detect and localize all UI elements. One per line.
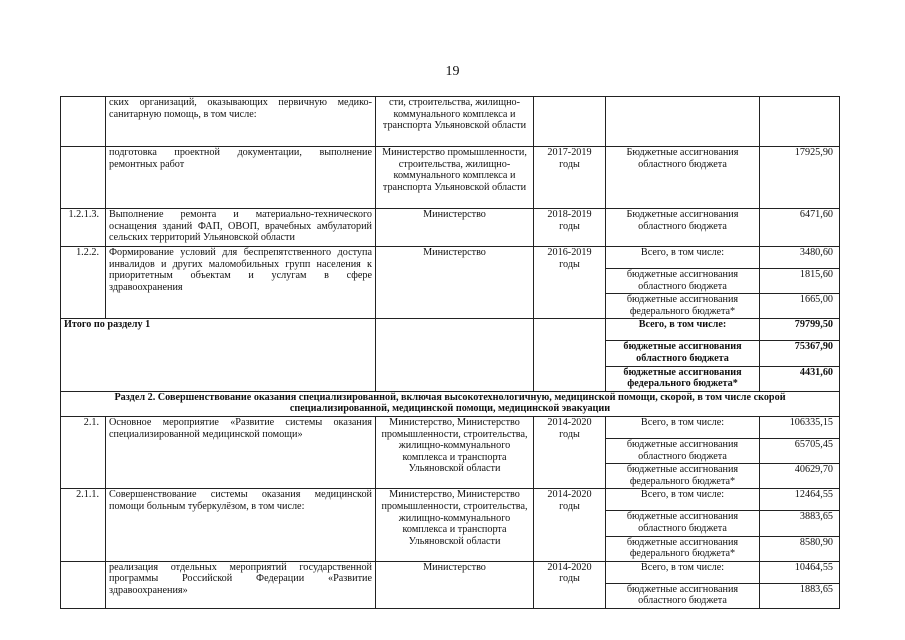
section-heading: Раздел 2. Совершенствование оказания специализированной, включая высокотехнологичную, медицинской помощи, скорой, в том числе скорой специализированной, медицинской помощи, медицинской эвакуации	[61, 391, 840, 416]
table-row	[61, 97, 840, 147]
page-number: 19	[445, 64, 460, 79]
amount: 1883,65	[760, 583, 840, 608]
activity-name: Основное мероприятие «Развитие системы оказания специализированной медицинской помощи»	[106, 416, 376, 488]
funding-source: бюджетные ассигнования областного бюджета	[606, 511, 760, 536]
amount: 3480,60	[760, 247, 840, 269]
funding-source: бюджетные ассигнования федерального бюджета*	[606, 536, 760, 561]
period: 2014-2020 годы	[534, 561, 606, 608]
period: 2017-2019 годы	[534, 147, 606, 209]
program-activities-table	[60, 96, 840, 609]
period	[534, 97, 606, 147]
table-row	[61, 209, 840, 247]
funding-source: Бюджетные ассигнования областного бюджета	[606, 147, 760, 209]
table-row	[61, 319, 840, 341]
activity-name: ских организаций, оказывающих первичную медико-санитарную помощь, в том числе:	[106, 97, 376, 147]
funding-source: Бюджетные ассигнования областного бюджета	[606, 209, 760, 247]
funding-source: бюджетные ассигнования областного бюджета	[606, 341, 760, 366]
responsible-executor: Министерство, Министерство промышленности, строительства, жилищно-коммунального комплекса и транспорта Ульяновской области	[376, 489, 534, 561]
amount: 4431,60	[760, 366, 840, 391]
amount	[760, 97, 840, 147]
table-row	[61, 391, 840, 416]
responsible-executor: Министерство	[376, 209, 534, 247]
amount: 106335,15	[760, 416, 840, 438]
table-row	[61, 561, 840, 583]
responsible-executor: Министерство, Министерство промышленности, строительства, жилищно-коммунального комплекса и транспорта Ульяновской области	[376, 416, 534, 488]
funding-source: бюджетные ассигнования областного бюджета	[606, 269, 760, 294]
period: 2014-2020 годы	[534, 416, 606, 488]
amount: 8580,90	[760, 536, 840, 561]
responsible-executor	[376, 319, 534, 391]
amount: 65705,45	[760, 438, 840, 463]
amount: 12464,55	[760, 489, 840, 511]
activity-name: Совершенствование системы оказания медицинской помощи больным туберкулёзом, в том числе:	[106, 489, 376, 561]
table-row	[61, 147, 840, 209]
row-number	[61, 97, 106, 147]
activity-name: Формирование условий для беспрепятственного доступа инвалидов и других маломобильных групп населения к приоритетным объектам и услугам в сфере здравоохранения	[106, 247, 376, 319]
amount: 6471,60	[760, 209, 840, 247]
funding-source: Всего, в том числе:	[606, 416, 760, 438]
table-row	[61, 416, 840, 438]
funding-source	[606, 97, 760, 147]
funding-source: Всего, в том числе:	[606, 319, 760, 341]
responsible-executor: Министерство промышленности, строительства, жилищно-коммунального комплекса и транспорта Ульяновской области	[376, 147, 534, 209]
funding-source: Всего, в том числе:	[606, 489, 760, 511]
responsible-executor: сти, строительства, жилищно-коммунального комплекса и транспорта Ульяновской области	[376, 97, 534, 147]
funding-source: бюджетные ассигнования федерального бюджета*	[606, 464, 760, 489]
funding-source: бюджетные ассигнования федерального бюджета*	[606, 366, 760, 391]
funding-source: Всего, в том числе:	[606, 247, 760, 269]
period: 2018-2019 годы	[534, 209, 606, 247]
funding-source: бюджетные ассигнования областного бюджета	[606, 583, 760, 608]
funding-source: бюджетные ассигнования областного бюджета	[606, 438, 760, 463]
row-number	[61, 561, 106, 608]
funding-source: бюджетные ассигнования федерального бюджета*	[606, 294, 760, 319]
amount: 10464,55	[760, 561, 840, 583]
row-number: 1.2.2.	[61, 247, 106, 319]
funding-source: Всего, в том числе:	[606, 561, 760, 583]
table-row	[61, 489, 840, 511]
amount: 1665,00	[760, 294, 840, 319]
activity-name: Выполнение ремонта и материально-технического оснащения зданий ФАП, ОВОП, врачебных амбулаторий сельских территорий Ульяновской области	[106, 209, 376, 247]
table-row	[61, 247, 840, 269]
section-total-label: Итого по разделу 1	[61, 319, 376, 391]
period: 2016-2019 годы	[534, 247, 606, 319]
amount: 17925,90	[760, 147, 840, 209]
period	[534, 319, 606, 391]
row-number: 1.2.1.3.	[61, 209, 106, 247]
row-number: 2.1.1.	[61, 489, 106, 561]
row-number: 2.1.	[61, 416, 106, 488]
responsible-executor: Министерство	[376, 247, 534, 319]
amount: 79799,50	[760, 319, 840, 341]
amount: 40629,70	[760, 464, 840, 489]
amount: 75367,90	[760, 341, 840, 366]
row-number	[61, 147, 106, 209]
activity-name: подготовка проектной документации, выполнение ремонтных работ	[106, 147, 376, 209]
responsible-executor: Министерство	[376, 561, 534, 608]
period: 2014-2020 годы	[534, 489, 606, 561]
amount: 1815,60	[760, 269, 840, 294]
activity-name: реализация отдельных мероприятий государственной программы Российской Федерации «Развитие здравоохранения»	[106, 561, 376, 608]
amount: 3883,65	[760, 511, 840, 536]
